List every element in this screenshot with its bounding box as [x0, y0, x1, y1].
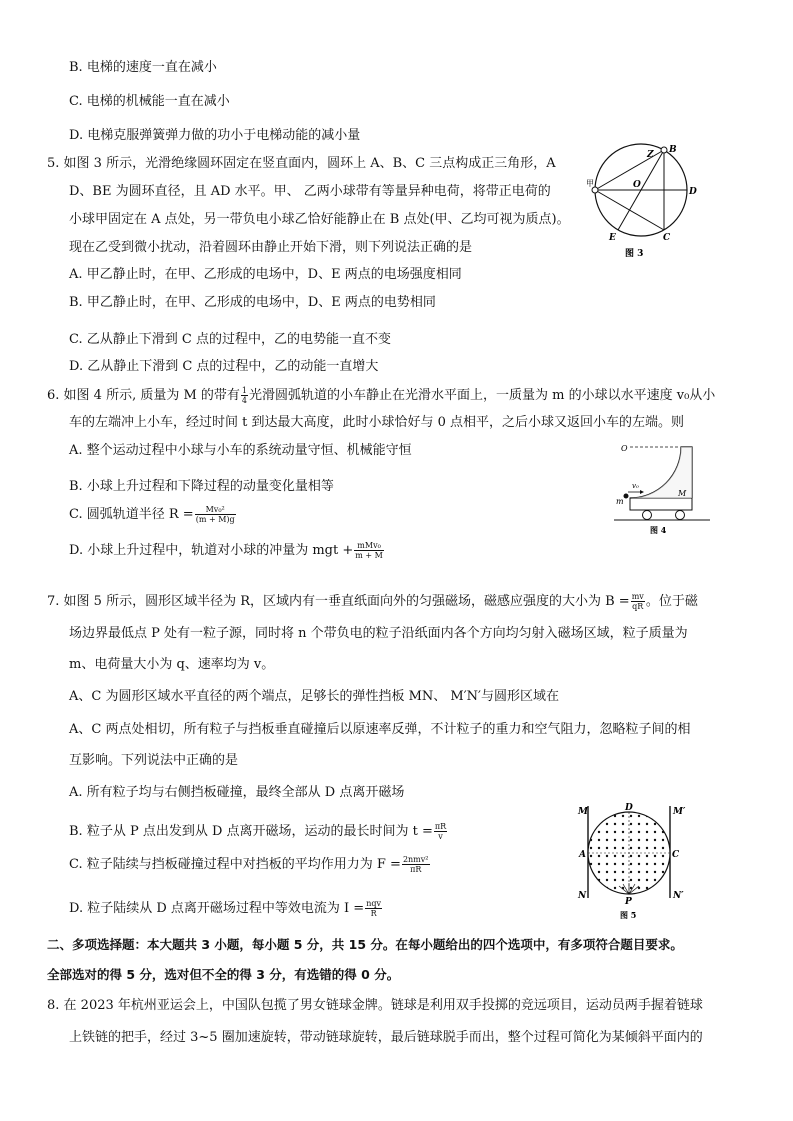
- ball-yi: [661, 147, 667, 153]
- q6-option-d-fraction: [354, 541, 384, 560]
- q8-stem-line-2: 上铁链的把手，经过 3~5 圈加速旋转，带动链球旋转，最后链球脱手而出，整个过程可简化为某倾斜平面内的: [69, 1030, 703, 1045]
- label-M: M: [678, 489, 687, 498]
- fraction-num: Mv₀²: [195, 505, 236, 515]
- fraction-num: nqv: [366, 899, 382, 908]
- q6-quarter-fraction: [241, 386, 248, 405]
- figure-3-diagram: [585, 140, 705, 262]
- label-v0: v₀: [632, 482, 639, 490]
- q7-stem-part-b: 。位于磁: [645, 594, 698, 609]
- figure-5-caption: 图 5: [620, 910, 637, 920]
- label-z: Z: [647, 150, 654, 160]
- label-o: O: [633, 180, 641, 190]
- q7-stem-part-a: 7. 如图 5 所示，圆形区域半径为 R，区域内有一垂直纸面向外的匀强磁场，磁感应强度的大小为 B =: [47, 594, 630, 609]
- q5-option-c: C. 乙从静止下滑到 C 点的过程中，乙的电势能一直不变: [69, 332, 391, 347]
- label-m: M: [578, 807, 588, 817]
- q4-option-d: D. 电梯克服弹簧弹力做的功小于电梯动能的减小量: [69, 128, 361, 143]
- q6-stem-part-a: 6. 如图 4 所示, 质量为 M 的带有: [47, 388, 240, 403]
- label-o: O: [621, 444, 628, 453]
- section-2-heading-line-2: 全部选对的得 5 分，选对但不全的得 3 分，有选错的得 0 分。: [47, 967, 400, 982]
- cart-base: [630, 498, 692, 510]
- figure-4-diagram: [612, 438, 712, 538]
- q6-stem-line-2: 车的左端冲上小车，经过时间 t 到达最大高度，此时小球恰好与 0 点相平，之后小球又返回小车的左端。则: [69, 415, 685, 430]
- fraction-den: R: [370, 909, 377, 918]
- q7-option-b-text: B. 粒子从 P 点出发到从 D 点离开磁场，运动的最长时间为 t =: [69, 824, 433, 839]
- fraction-den: (m + M)g: [195, 515, 235, 524]
- q7-option-d-text: D. 粒子陆续从 D 点离开磁场过程中等效电流为 I =: [69, 901, 365, 916]
- label-jia: 甲: [586, 179, 594, 188]
- fraction-num: mv: [631, 592, 644, 601]
- label-c: C: [663, 233, 671, 243]
- fraction-num: 1: [241, 386, 248, 395]
- q6-option-d-text: D. 小球上升过程中，轨道对小球的冲量为 mgt +: [69, 543, 354, 558]
- label-p: P: [625, 897, 632, 907]
- q7-stem-line-1: [47, 592, 698, 611]
- fraction-den: 4: [241, 396, 248, 405]
- label-e: E: [609, 233, 616, 243]
- side-ac: [595, 190, 664, 230]
- q7-option-a: A. 所有粒子均与右侧挡板碰撞，最终全部从 D 点离开磁场: [69, 785, 405, 800]
- q6-option-c-fraction: [195, 505, 236, 524]
- label-m: m: [616, 497, 624, 506]
- fraction-den: v: [438, 832, 443, 841]
- label-m-prime: M′: [673, 807, 686, 817]
- figure-4-caption: 图 4: [650, 525, 667, 535]
- q7-option-c: [69, 855, 431, 874]
- fraction-num: πR: [434, 822, 447, 831]
- q4-option-c: C. 电梯的机械能一直在减小: [69, 94, 230, 109]
- q6-option-d: [69, 541, 385, 560]
- q5-stem-line-4: 现在乙受到微小扰动，沿着圆环由静止开始下滑，则下列说法正确的是: [69, 240, 473, 255]
- label-d: D: [625, 803, 633, 813]
- q7-option-d-fraction: [365, 899, 382, 918]
- label-a: A: [579, 850, 586, 860]
- wheel-right: [676, 511, 685, 520]
- label-c: C: [672, 850, 680, 860]
- q7-b-fraction: [631, 592, 645, 611]
- q7-stem-line-5: A、C 两点处相切，所有粒子与挡板垂直碰撞后以原速率反弹，不计粒子的重力和空气阻力，忽略粒子间的相: [69, 722, 691, 737]
- q5-option-b: B. 甲乙静止时，在甲、乙形成的电场中，D、E 两点的电势相同: [69, 295, 436, 310]
- q7-option-d: [69, 899, 383, 918]
- q7-stem-line-3: m、电荷量大小为 q、速率均为 v。: [69, 657, 275, 672]
- q7-stem-line-2: 场边界最低点 P 处有一粒子源，同时将 n 个带负电的粒子沿纸面内各个方向均匀射入磁场区域，粒子质量为: [69, 626, 688, 641]
- ball-m: [624, 494, 629, 499]
- q6-stem-part-b: 光滑圆弧轨道的小车静止在光滑水平面上，一质量为 m 的小球以水平速度 v₀从小: [249, 388, 716, 403]
- label-b: B: [669, 145, 677, 155]
- q6-option-c: [69, 505, 237, 524]
- side-ab: [595, 150, 664, 190]
- figure-3-caption: 图 3: [625, 249, 644, 259]
- q5-stem-line-3: 小球甲固定在 A 点处，另一带负电小球乙恰好能静止在 B 点处(甲、乙均可视为质点)。: [69, 212, 570, 227]
- q7-option-b: [69, 822, 448, 841]
- q7-option-b-fraction: [434, 822, 447, 841]
- q6-option-b: B. 小球上升过程和下降过程的动量变化量相等: [69, 479, 334, 494]
- label-n: N: [578, 891, 587, 901]
- q7-stem-line-4: A、C 为圆形区域水平直径的两个端点，足够长的弹性挡板 MN、 M′N′与圆形区域在: [69, 689, 560, 704]
- q6-option-a: A. 整个运动过程中小球与小车的系统动量守恒、机械能守恒: [69, 443, 412, 458]
- q8-stem-line-1: 8. 在 2023 年杭州亚运会上，中国队包揽了男女链球金牌。链球是利用双手投掷的竞远项目，运动员两手握着链球: [47, 998, 703, 1013]
- fraction-den: πR: [410, 865, 422, 874]
- q5-option-a: A. 甲乙静止时，在甲、乙形成的电场中，D、E 两点的电场强度相同: [69, 267, 462, 282]
- label-n-prime: N′: [673, 891, 684, 901]
- q7-option-c-fraction: [402, 855, 430, 874]
- q5-option-d: D. 乙从静止下滑到 C 点的过程中，乙的动能一直增大: [69, 359, 379, 374]
- q5-stem-line-2: D、BE 为圆环直径，且 AD 水平。甲、 乙两小球带有等量异种电荷，将带正电荷的: [69, 184, 551, 199]
- fraction-num: mMv₀: [354, 541, 384, 551]
- q6-stem-line-1: [47, 386, 715, 405]
- fraction-den: qR: [632, 602, 644, 611]
- wheel-left: [643, 511, 652, 520]
- q4-option-b: B. 电梯的速度一直在减小: [69, 60, 217, 75]
- label-d: D: [689, 187, 697, 197]
- q6-option-c-text: C. 圆弧轨道半径 R =: [69, 507, 194, 522]
- section-2-heading-line-1: 二、多项选择题：本大题共 3 小题，每小题 5 分，共 15 分。在每小题给出的四个选项中，有多项符合题目要求。: [47, 937, 683, 952]
- q7-stem-line-6: 互影响。下列说法中正确的是: [69, 753, 239, 768]
- q7-option-c-text: C. 粒子陆续与挡板碰撞过程中对挡板的平均作用力为 F =: [69, 857, 401, 872]
- fraction-den: m + M: [355, 551, 383, 560]
- q5-stem-line-1: 5. 如图 3 所示，光滑绝缘圆环固定在竖直面内，圆环上 A、B、C 三点构成正三角形，A: [47, 156, 556, 171]
- fraction-num: 2nmv²: [402, 855, 429, 864]
- figure-5-diagram: [574, 800, 692, 922]
